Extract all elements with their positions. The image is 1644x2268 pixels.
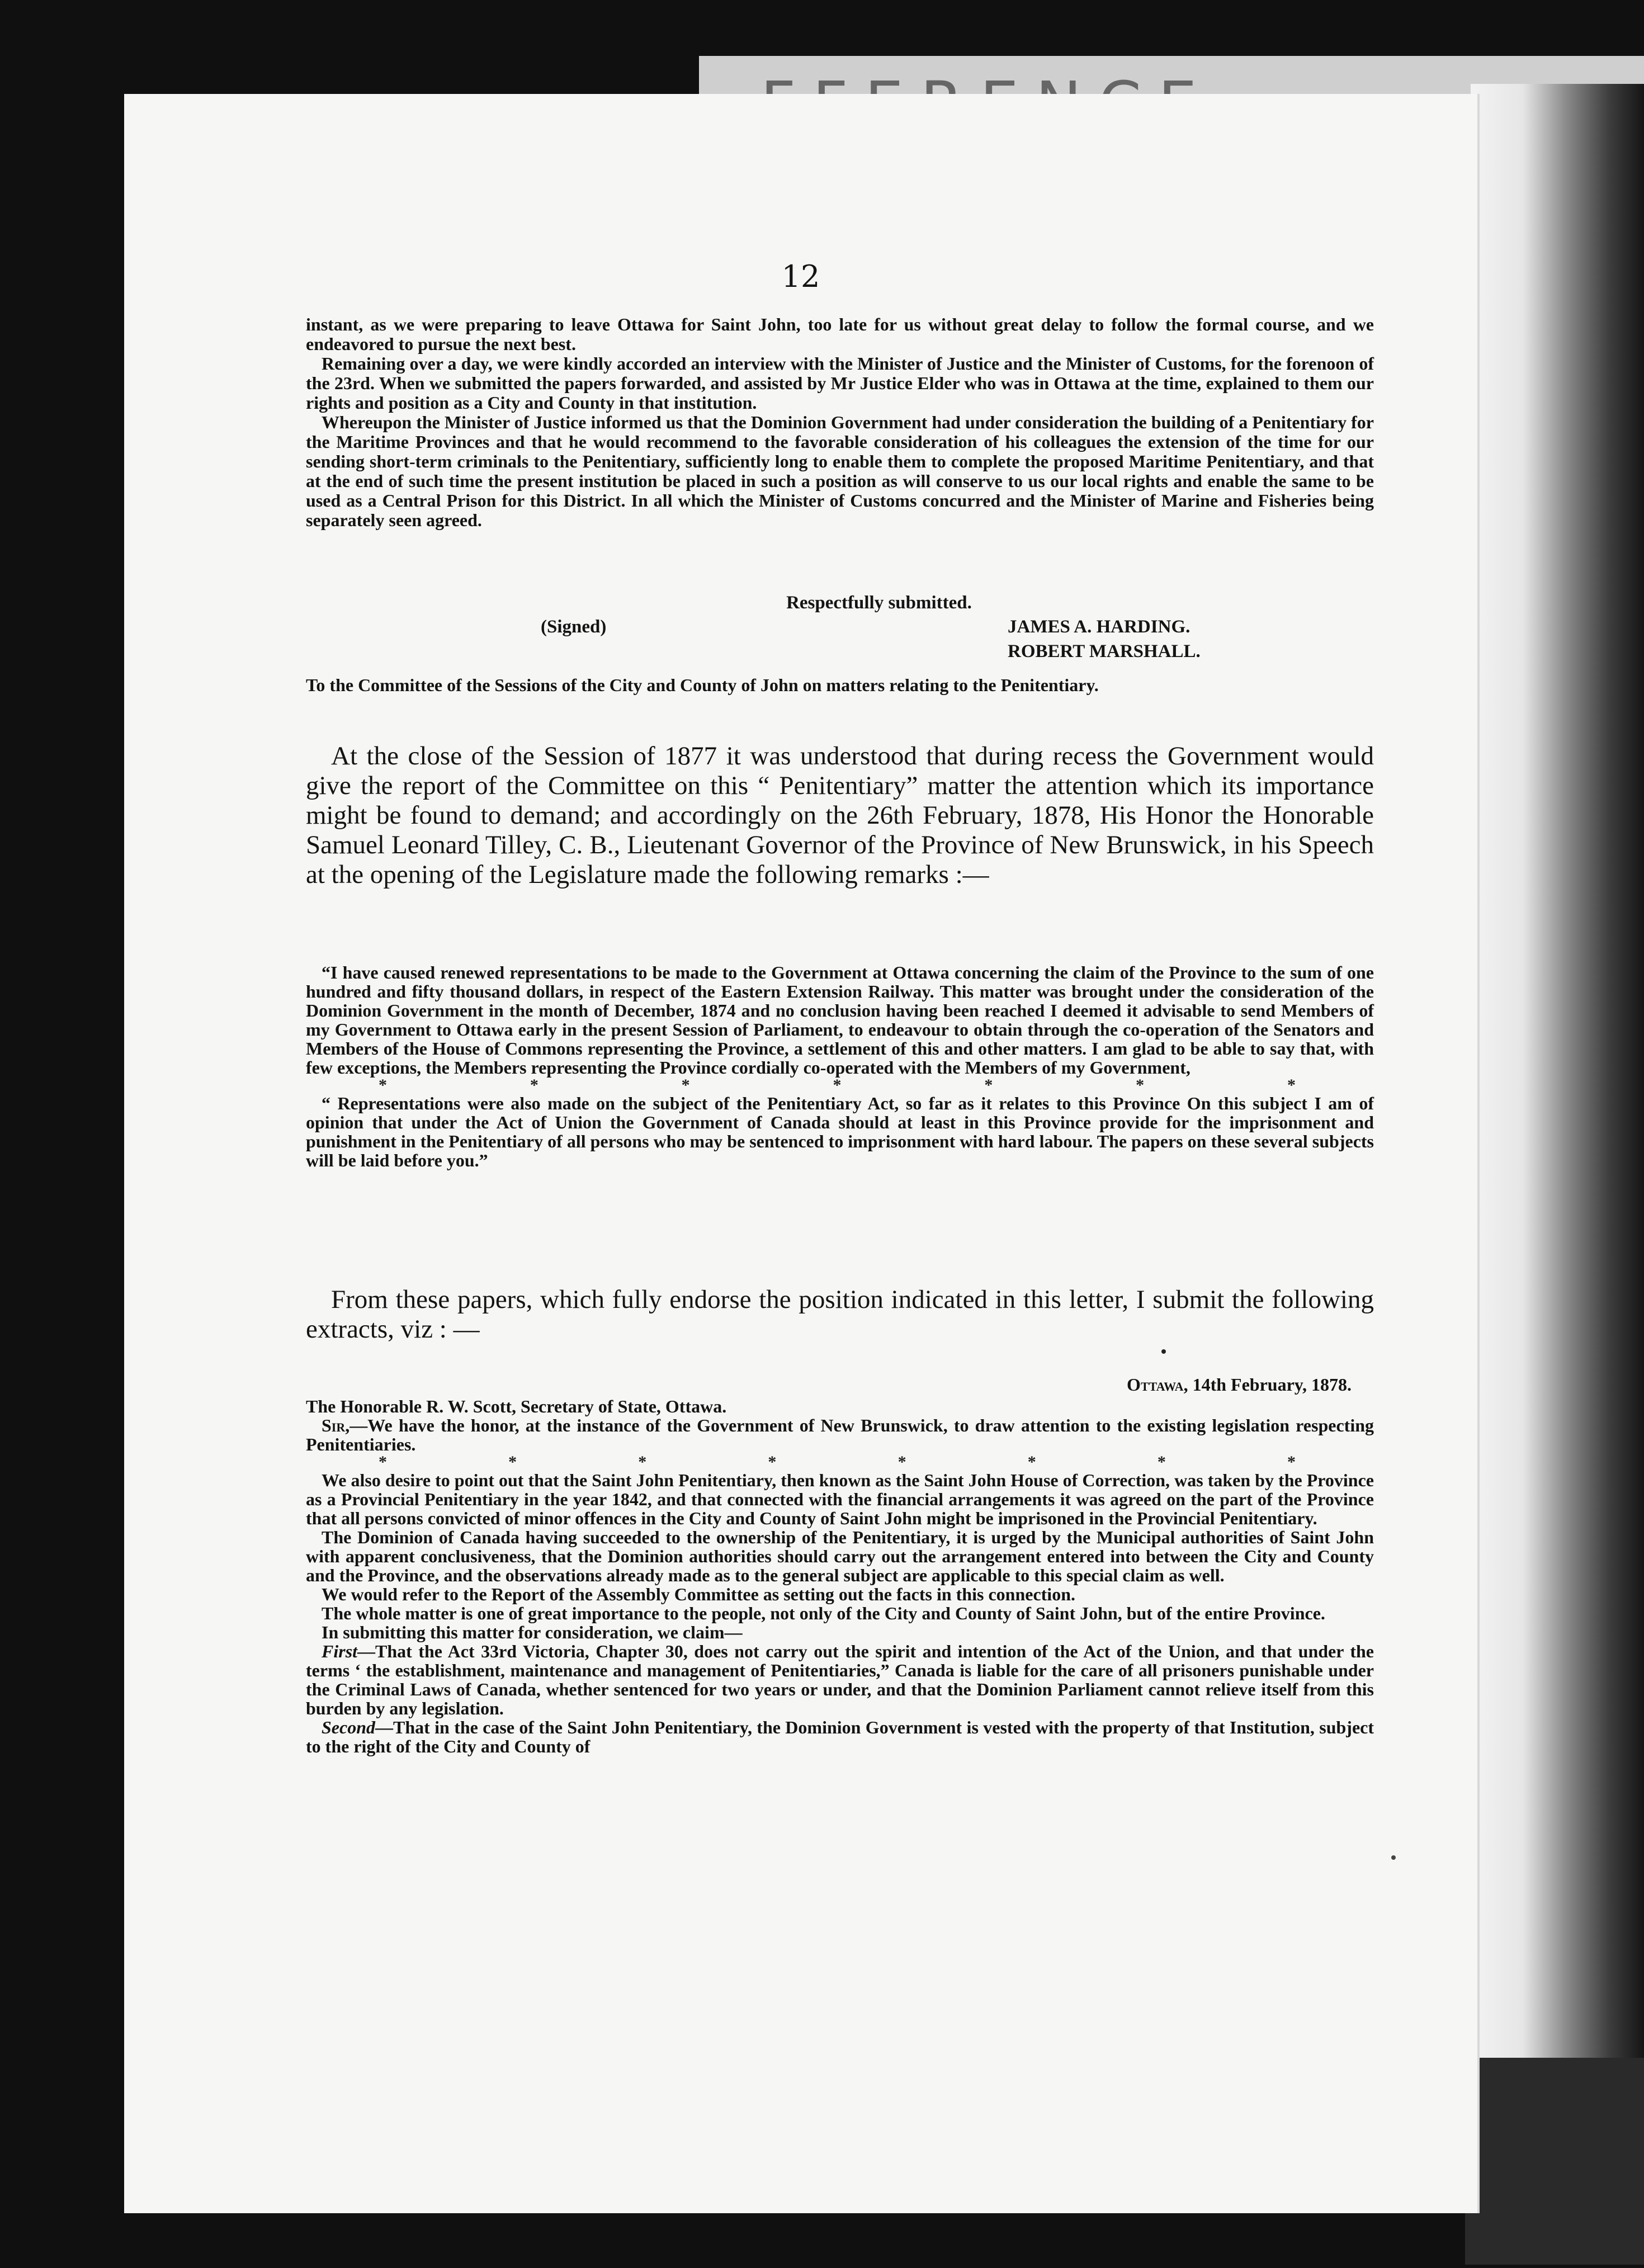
star: *	[508, 1453, 517, 1471]
signatory-name: JAMES A. HARDING.	[1008, 617, 1191, 637]
star: *	[984, 1076, 993, 1094]
letter	[306, 1397, 1374, 1756]
paragraph: Whereupon the Minister of Justice informed us that the Dominion Government had under consideration the building of a Penitentiary for the Maritime Provinces and that he would recommend to the favorable consideration of his colleagues the extension of the time for our sending short-term criminals to the Penitentiary, sufficiently long to enable them to complete the proposed Maritime Penitentiary, and that at the end of such time the present institution be placed in such a position as will conserve to us our local rights and enable the same to be used as a Central Prison for this District. In all which the Minister of Customs concurred and the Minister of Marine and Fisheries being separately seen agreed.	[306, 412, 1374, 530]
star: *	[1136, 1076, 1145, 1094]
paragraph: At the close of the Session of 1877 it was understood that during recess the Government would give the report of the Committee on this “ Penitentiary” matter the attention which its importance might be found to demand; and accordingly on the 26th February, 1878, His Honor the Honorable Samuel Leonard Tilley, C. B., Lieutenant Governor of the Province of New Brunswick, in his Speech at the opening of the Legislature made the following remarks :—	[306, 741, 1374, 889]
paragraph: The Dominion of Canada having succeeded to the ownership of the Penitentiary, it is urged by the Municipal authorities of Saint John with apparent conclusiveness, that the Dominion authorities should carry out the arrangement entered into between the City and County and the Province, and the observations already made as to the general subject are applicable to this special claim as well.	[306, 1527, 1374, 1585]
letter-place: Ottawa	[1127, 1374, 1184, 1395]
paragraph: We would refer to the Report of the Assembly Committee as setting out the facts in this connection.	[322, 1584, 1075, 1604]
body-paragraph	[306, 741, 1374, 890]
paragraph: In submitting this matter for consideration, we claim—	[322, 1622, 743, 1642]
signed-label: (Signed)	[541, 617, 607, 637]
ellipsis-stars	[306, 1077, 1374, 1094]
ellipsis-stars	[306, 1454, 1374, 1471]
paragraph: —We have the honor, at the instance of the Government of New Brunswick, to draw attention to the existing legislation respecting Penitentiaries.	[306, 1415, 1374, 1454]
star: *	[768, 1453, 777, 1471]
signature-block	[306, 593, 1374, 664]
paragraph: Remaining over a day, we were kindly accorded an interview with the Minister of Justice and the Minister of Customs, for the forenoon of the 23rd. When we submitted the papers forwarded, and assisted by Mr Justice Elder who was in Ottawa at the time, explained to them our rights and position as a City and County in that institution.	[306, 353, 1374, 413]
star: *	[1287, 1076, 1296, 1094]
star: *	[833, 1076, 842, 1094]
paragraph: We also desire to point out that the Saint John Penitentiary, then known as the Saint John House of Correction, was taken by the Province as a Provincial Penitentiary in the year 1842, and that connected with the financial arrangements it was agreed on the part of the Province that all persons convicted of minor offences in the City and County of Saint John might be imprisoned in the Provincial Penitentiary.	[306, 1470, 1374, 1528]
salutation: Sir,	[322, 1415, 350, 1435]
body-paragraph	[306, 1285, 1374, 1344]
star: *	[681, 1076, 690, 1094]
address-line: To the Committee of the Sessions of the City and County of John on matters relating to the Penitentiary.	[306, 675, 1099, 695]
ink-speck	[1161, 1349, 1166, 1354]
page-edges	[1471, 84, 1644, 2209]
respectfully-submitted: Respectfully submitted.	[786, 593, 972, 613]
paragraph: “I have caused renewed representations to be made to the Government at Ottawa concerning the claim of the Province to the sum of one hundred and fifty thousand dollars, in respect of the Eastern Extension Railway. This matter was brought under the consideration of the Dominion Government in the month of December, 1874 and no conclusion having been reached I deemed it advisable to send Members of my Government to Ottawa early in the present Session of Parliament, to endeavour to obtain through the co-operation of the Senators and Members of the House of Commons representing the Province, a settlement of this and other matters. I am glad to be able to say that, with few exceptions, the Members representing the Province cordially co-operated with the Members of my Government,	[306, 962, 1374, 1078]
letter-date	[306, 1374, 1352, 1395]
star: *	[638, 1453, 647, 1471]
second-label: Second	[322, 1717, 375, 1737]
ink-speck	[1391, 1855, 1396, 1860]
star: *	[530, 1076, 538, 1094]
addressee: The Honorable R. W. Scott, Secretary of State, Ottawa.	[306, 1396, 727, 1416]
speech-quote	[306, 963, 1374, 1170]
star: *	[897, 1453, 906, 1471]
star: *	[379, 1453, 387, 1471]
letter-date-text: , 14th February, 1878.	[1183, 1374, 1352, 1395]
star: *	[379, 1076, 387, 1094]
paragraph: The whole matter is one of great importance to the people, not only of the City and County of Saint John, but of the entire Province.	[322, 1603, 1325, 1623]
opening-paragraphs	[306, 315, 1374, 530]
first-label: First	[322, 1641, 358, 1661]
paragraph: From these papers, which fully endorse the position indicated in this letter, I submit the following extracts, viz : —	[306, 1285, 1374, 1344]
document-page	[124, 94, 1477, 2213]
star: *	[1287, 1453, 1296, 1471]
page-edge-shadow	[1465, 2058, 1644, 2265]
paragraph: instant, as we were preparing to leave Ottawa for Saint John, too late for us without great delay to follow the formal course, and we endeavored to pursue the next best.	[306, 314, 1374, 354]
star: *	[1027, 1453, 1036, 1471]
paragraph: —That in the case of the Saint John Penitentiary, the Dominion Government is vested with the property of that Institution, subject to the right of the City and County of	[306, 1717, 1374, 1756]
star: *	[1157, 1453, 1166, 1471]
signatory-name: ROBERT MARSHALL.	[1008, 641, 1201, 662]
page-number: 12	[781, 259, 820, 294]
paragraph: —That the Act 33rd Victoria, Chapter 30, does not carry out the spirit and intention of the Act of the Union, and that under the terms ‘ the establishment, maintenance and management of Penitentiaries,” Canada is liable for the care of all prisoners punishable under the Criminal Laws of Canada, whether sentenced for two years or under, and that the Dominion Parliament cannot relieve itself from this burden by any legislation.	[306, 1641, 1374, 1718]
paragraph: “ Representations were also made on the subject of the Penitentiary Act, so far as it relates to this Province On this subject I am of opinion that under the Act of Union the Government of Canada should at least in this Province provide for the imprisonment and punishment in the Penitentiary of all persons who may be sentenced to imprisonment with hard labour. The papers on these several subjects will be laid before you.”	[306, 1093, 1374, 1170]
